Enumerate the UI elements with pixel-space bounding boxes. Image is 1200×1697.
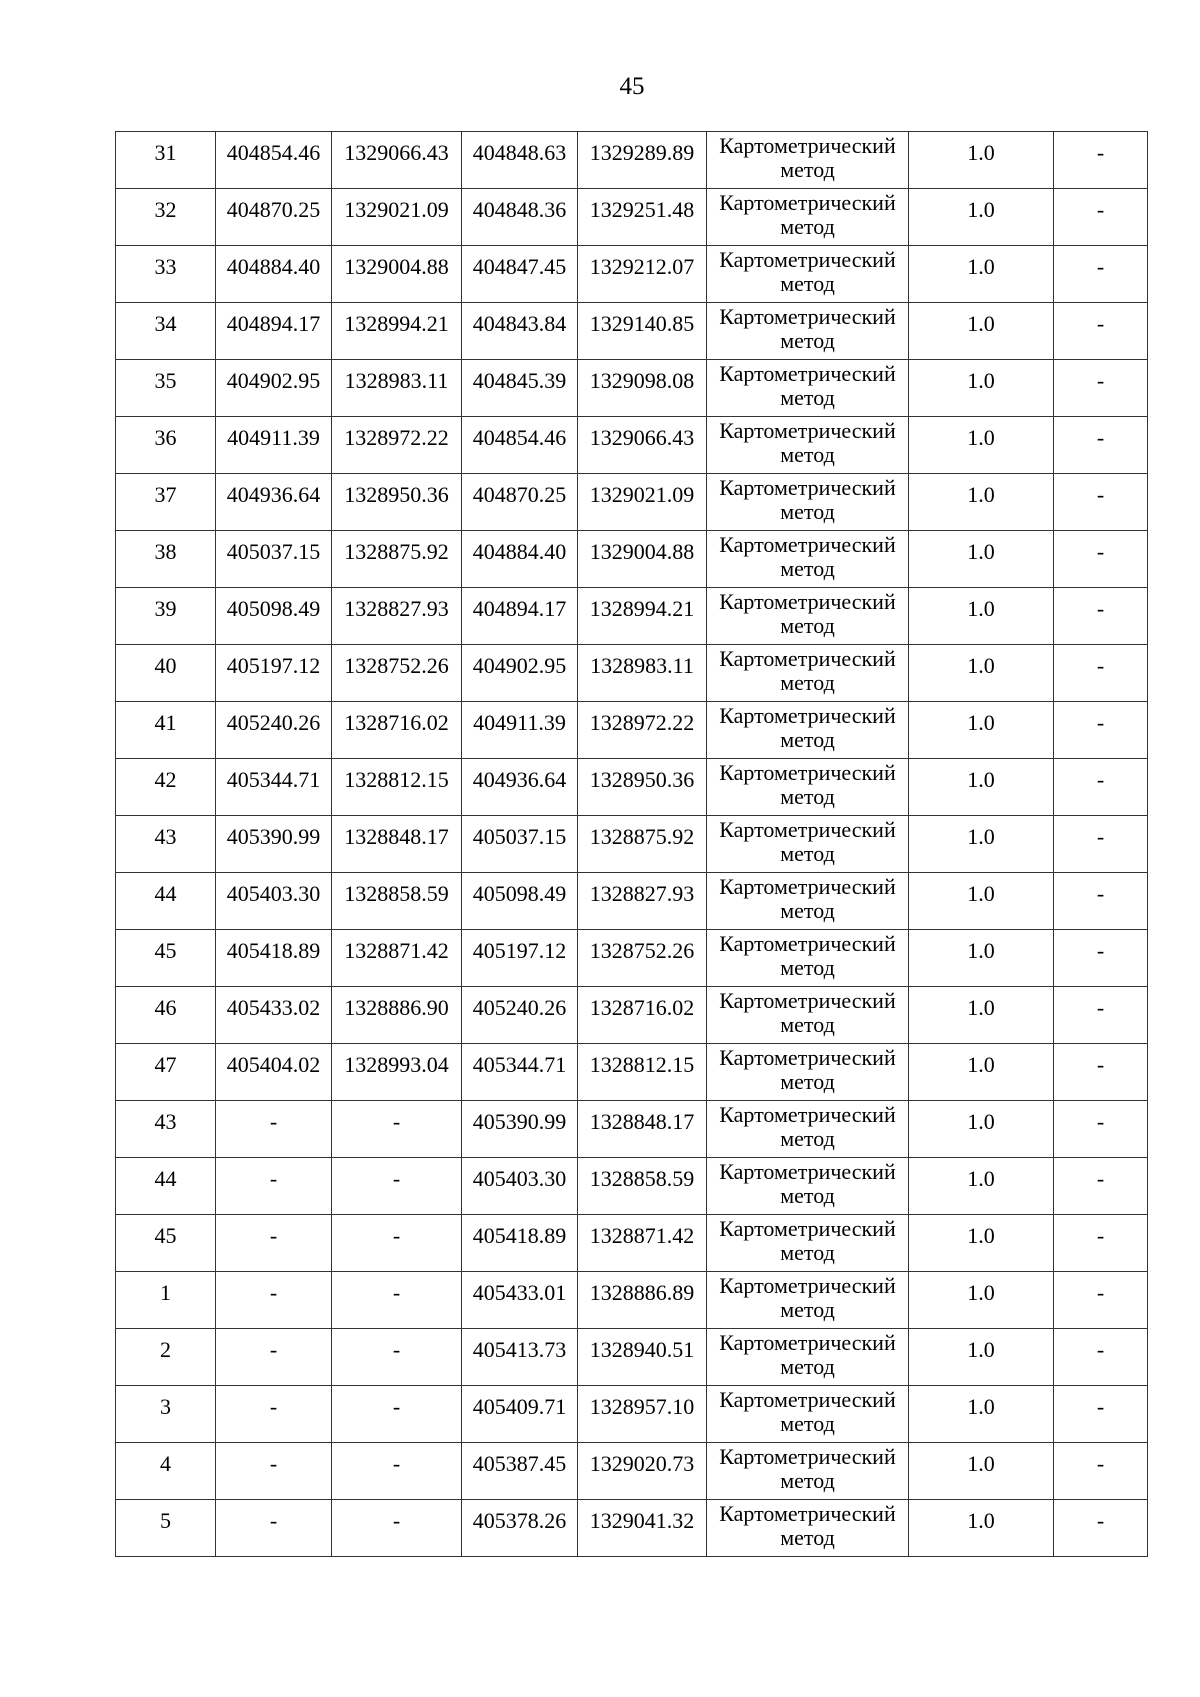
method-cell: [707, 816, 909, 873]
y-new-cell: 1328972.22: [578, 702, 707, 759]
note-cell: -: [1054, 1443, 1148, 1500]
page-number: 45: [619, 73, 645, 100]
method-label: Картометрический: [719, 418, 896, 443]
y-old-cell: -: [332, 1386, 462, 1443]
x-old-cell: 404911.39: [216, 417, 332, 474]
y-new-cell: 1328994.21: [578, 588, 707, 645]
accuracy-cell: 1.0: [909, 360, 1054, 417]
x-old-cell: -: [216, 1386, 332, 1443]
note-cell: -: [1054, 930, 1148, 987]
method-label: метод: [780, 727, 835, 752]
note-cell: -: [1054, 531, 1148, 588]
point-number-cell: 2: [116, 1329, 216, 1386]
x-new-cell: 404884.40: [462, 531, 578, 588]
note-cell: -: [1054, 645, 1148, 702]
table-row: [116, 1272, 1148, 1329]
table-row: [116, 303, 1148, 360]
y-old-cell: -: [332, 1101, 462, 1158]
x-old-cell: 405433.02: [216, 987, 332, 1044]
x-new-cell: 405037.15: [462, 816, 578, 873]
x-old-cell: -: [216, 1329, 332, 1386]
x-new-cell: 405413.73: [462, 1329, 578, 1386]
method-label: Картометрический: [719, 1273, 896, 1298]
x-new-cell: 404894.17: [462, 588, 578, 645]
x-old-cell: 405418.89: [216, 930, 332, 987]
y-old-cell: 1328858.59: [332, 873, 462, 930]
y-new-cell: 1328940.51: [578, 1329, 707, 1386]
method-label: Картометрический: [719, 1387, 896, 1412]
note-cell: -: [1054, 246, 1148, 303]
x-new-cell: 405378.26: [462, 1500, 578, 1557]
table-row: [116, 645, 1148, 702]
table-row: [116, 417, 1148, 474]
accuracy-cell: 1.0: [909, 1329, 1054, 1386]
y-new-cell: 1328957.10: [578, 1386, 707, 1443]
x-old-cell: 404936.64: [216, 474, 332, 531]
x-old-cell: -: [216, 1272, 332, 1329]
accuracy-cell: 1.0: [909, 1386, 1054, 1443]
accuracy-cell: 1.0: [909, 531, 1054, 588]
x-new-cell: 405433.01: [462, 1272, 578, 1329]
note-cell: -: [1054, 1500, 1148, 1557]
y-new-cell: 1328858.59: [578, 1158, 707, 1215]
x-new-cell: 405240.26: [462, 987, 578, 1044]
point-number-cell: 42: [116, 759, 216, 816]
method-cell: [707, 1044, 909, 1101]
note-cell: -: [1054, 987, 1148, 1044]
x-new-cell: 404848.36: [462, 189, 578, 246]
x-new-cell: 405344.71: [462, 1044, 578, 1101]
point-number-cell: 40: [116, 645, 216, 702]
table-row: [116, 702, 1148, 759]
method-label: метод: [780, 1240, 835, 1265]
note-cell: -: [1054, 873, 1148, 930]
method-cell: [707, 531, 909, 588]
note-cell: -: [1054, 1386, 1148, 1443]
method-label: Картометрический: [719, 1216, 896, 1241]
point-number-cell: 31: [116, 132, 216, 189]
method-label: метод: [780, 1012, 835, 1037]
y-new-cell: 1329212.07: [578, 246, 707, 303]
method-label: Картометрический: [719, 1045, 896, 1070]
y-old-cell: 1328950.36: [332, 474, 462, 531]
method-label: метод: [780, 1297, 835, 1322]
note-cell: -: [1054, 702, 1148, 759]
y-old-cell: 1328812.15: [332, 759, 462, 816]
method-cell: [707, 1272, 909, 1329]
method-cell: [707, 873, 909, 930]
accuracy-cell: 1.0: [909, 873, 1054, 930]
method-label: метод: [780, 271, 835, 296]
x-old-cell: 405037.15: [216, 531, 332, 588]
x-old-cell: -: [216, 1101, 332, 1158]
method-label: метод: [780, 613, 835, 638]
method-label: Картометрический: [719, 1102, 896, 1127]
x-old-cell: 405390.99: [216, 816, 332, 873]
table-row: [116, 531, 1148, 588]
y-old-cell: 1328983.11: [332, 360, 462, 417]
method-cell: [707, 246, 909, 303]
method-label: метод: [780, 670, 835, 695]
y-new-cell: 1328848.17: [578, 1101, 707, 1158]
method-cell: [707, 1443, 909, 1500]
point-number-cell: 37: [116, 474, 216, 531]
y-new-cell: 1328875.92: [578, 816, 707, 873]
method-label: метод: [780, 1126, 835, 1151]
method-label: Картометрический: [719, 931, 896, 956]
method-label: Картометрический: [719, 1159, 896, 1184]
table-row: [116, 246, 1148, 303]
y-old-cell: 1329004.88: [332, 246, 462, 303]
accuracy-cell: 1.0: [909, 1443, 1054, 1500]
accuracy-cell: 1.0: [909, 1500, 1054, 1557]
method-label: Картометрический: [719, 1501, 896, 1526]
method-cell: [707, 132, 909, 189]
y-old-cell: 1328827.93: [332, 588, 462, 645]
table-row: [116, 588, 1148, 645]
note-cell: -: [1054, 588, 1148, 645]
y-old-cell: -: [332, 1215, 462, 1272]
x-old-cell: -: [216, 1500, 332, 1557]
y-new-cell: 1329289.89: [578, 132, 707, 189]
y-new-cell: 1328812.15: [578, 1044, 707, 1101]
table-row: [116, 930, 1148, 987]
method-cell: [707, 1158, 909, 1215]
method-label: Картометрический: [719, 475, 896, 500]
table-row: [116, 1500, 1148, 1557]
x-new-cell: 404854.46: [462, 417, 578, 474]
method-cell: [707, 1329, 909, 1386]
method-label: метод: [780, 556, 835, 581]
point-number-cell: 33: [116, 246, 216, 303]
method-label: Картометрический: [719, 874, 896, 899]
y-old-cell: 1328848.17: [332, 816, 462, 873]
point-number-cell: 35: [116, 360, 216, 417]
accuracy-cell: 1.0: [909, 1158, 1054, 1215]
y-old-cell: -: [332, 1158, 462, 1215]
x-old-cell: 405403.30: [216, 873, 332, 930]
y-new-cell: 1328950.36: [578, 759, 707, 816]
note-cell: -: [1054, 303, 1148, 360]
method-label: Картометрический: [719, 760, 896, 785]
x-old-cell: -: [216, 1215, 332, 1272]
accuracy-cell: 1.0: [909, 303, 1054, 360]
method-label: метод: [780, 1183, 835, 1208]
y-new-cell: 1329251.48: [578, 189, 707, 246]
accuracy-cell: 1.0: [909, 930, 1054, 987]
method-label: Картометрический: [719, 988, 896, 1013]
x-new-cell: 405403.30: [462, 1158, 578, 1215]
method-label: Картометрический: [719, 304, 896, 329]
y-old-cell: -: [332, 1443, 462, 1500]
method-cell: [707, 303, 909, 360]
point-number-cell: 5: [116, 1500, 216, 1557]
method-cell: [707, 645, 909, 702]
x-new-cell: 405098.49: [462, 873, 578, 930]
x-new-cell: 404936.64: [462, 759, 578, 816]
x-new-cell: 404845.39: [462, 360, 578, 417]
accuracy-cell: 1.0: [909, 987, 1054, 1044]
method-label: метод: [780, 1411, 835, 1436]
table-row: [116, 873, 1148, 930]
table-row: [116, 1158, 1148, 1215]
point-number-cell: 32: [116, 189, 216, 246]
point-number-cell: 4: [116, 1443, 216, 1500]
accuracy-cell: 1.0: [909, 759, 1054, 816]
note-cell: -: [1054, 1044, 1148, 1101]
y-new-cell: 1328716.02: [578, 987, 707, 1044]
point-number-cell: 45: [116, 930, 216, 987]
method-label: Картометрический: [719, 703, 896, 728]
point-number-cell: 41: [116, 702, 216, 759]
method-label: Картометрический: [719, 133, 896, 158]
method-label: метод: [780, 1354, 835, 1379]
accuracy-cell: 1.0: [909, 132, 1054, 189]
note-cell: -: [1054, 1158, 1148, 1215]
method-cell: [707, 189, 909, 246]
coordinates-table: [115, 131, 1148, 1557]
x-old-cell: 405098.49: [216, 588, 332, 645]
x-new-cell: 404848.63: [462, 132, 578, 189]
note-cell: -: [1054, 1101, 1148, 1158]
y-old-cell: -: [332, 1272, 462, 1329]
method-cell: [707, 1386, 909, 1443]
note-cell: -: [1054, 474, 1148, 531]
point-number-cell: 47: [116, 1044, 216, 1101]
accuracy-cell: 1.0: [909, 417, 1054, 474]
accuracy-cell: 1.0: [909, 189, 1054, 246]
accuracy-cell: 1.0: [909, 1272, 1054, 1329]
y-new-cell: 1329021.09: [578, 474, 707, 531]
method-cell: [707, 474, 909, 531]
note-cell: -: [1054, 360, 1148, 417]
note-cell: -: [1054, 1215, 1148, 1272]
table-row: [116, 474, 1148, 531]
note-cell: -: [1054, 132, 1148, 189]
x-old-cell: -: [216, 1158, 332, 1215]
method-label: Картометрический: [719, 1444, 896, 1469]
method-cell: [707, 1101, 909, 1158]
accuracy-cell: 1.0: [909, 645, 1054, 702]
point-number-cell: 1: [116, 1272, 216, 1329]
y-new-cell: 1328871.42: [578, 1215, 707, 1272]
note-cell: -: [1054, 189, 1148, 246]
x-old-cell: 404894.17: [216, 303, 332, 360]
x-old-cell: 405344.71: [216, 759, 332, 816]
y-old-cell: 1328875.92: [332, 531, 462, 588]
method-label: Картометрический: [719, 817, 896, 842]
x-new-cell: 405197.12: [462, 930, 578, 987]
point-number-cell: 45: [116, 1215, 216, 1272]
x-new-cell: 405390.99: [462, 1101, 578, 1158]
x-old-cell: 404884.40: [216, 246, 332, 303]
accuracy-cell: 1.0: [909, 1101, 1054, 1158]
table-row: [116, 1044, 1148, 1101]
y-old-cell: 1328994.21: [332, 303, 462, 360]
method-cell: [707, 930, 909, 987]
table-row: [116, 189, 1148, 246]
table-row: [116, 1443, 1148, 1500]
y-new-cell: 1329041.32: [578, 1500, 707, 1557]
method-label: Картометрический: [719, 532, 896, 557]
x-old-cell: 405240.26: [216, 702, 332, 759]
point-number-cell: 46: [116, 987, 216, 1044]
point-number-cell: 44: [116, 1158, 216, 1215]
point-number-cell: 3: [116, 1386, 216, 1443]
accuracy-cell: 1.0: [909, 702, 1054, 759]
x-old-cell: 404902.95: [216, 360, 332, 417]
y-new-cell: 1328983.11: [578, 645, 707, 702]
method-label: метод: [780, 1468, 835, 1493]
accuracy-cell: 1.0: [909, 246, 1054, 303]
method-label: метод: [780, 157, 835, 182]
x-new-cell: 404843.84: [462, 303, 578, 360]
y-new-cell: 1329066.43: [578, 417, 707, 474]
x-new-cell: 405409.71: [462, 1386, 578, 1443]
table-row: [116, 360, 1148, 417]
method-label: метод: [780, 214, 835, 239]
method-label: метод: [780, 841, 835, 866]
method-label: Картометрический: [719, 361, 896, 386]
accuracy-cell: 1.0: [909, 816, 1054, 873]
y-new-cell: 1328886.89: [578, 1272, 707, 1329]
method-label: метод: [780, 442, 835, 467]
method-cell: [707, 1215, 909, 1272]
point-number-cell: 39: [116, 588, 216, 645]
method-cell: [707, 702, 909, 759]
method-label: Картометрический: [719, 589, 896, 614]
x-old-cell: -: [216, 1443, 332, 1500]
method-cell: [707, 360, 909, 417]
y-new-cell: 1328752.26: [578, 930, 707, 987]
method-cell: [707, 1500, 909, 1557]
x-new-cell: 405418.89: [462, 1215, 578, 1272]
method-cell: [707, 588, 909, 645]
note-cell: -: [1054, 759, 1148, 816]
y-old-cell: 1329066.43: [332, 132, 462, 189]
y-new-cell: 1329098.08: [578, 360, 707, 417]
table-body: [116, 132, 1148, 1557]
method-label: Картометрический: [719, 247, 896, 272]
method-cell: [707, 987, 909, 1044]
method-cell: [707, 759, 909, 816]
y-new-cell: 1329020.73: [578, 1443, 707, 1500]
method-label: Картометрический: [719, 1330, 896, 1355]
x-new-cell: 404911.39: [462, 702, 578, 759]
y-new-cell: 1328827.93: [578, 873, 707, 930]
x-new-cell: 405387.45: [462, 1443, 578, 1500]
note-cell: -: [1054, 417, 1148, 474]
x-old-cell: 404870.25: [216, 189, 332, 246]
x-old-cell: 405197.12: [216, 645, 332, 702]
y-old-cell: 1328871.42: [332, 930, 462, 987]
table-row: [116, 987, 1148, 1044]
note-cell: -: [1054, 1272, 1148, 1329]
table-row: [116, 1215, 1148, 1272]
method-label: метод: [780, 784, 835, 809]
y-new-cell: 1329004.88: [578, 531, 707, 588]
x-new-cell: 404870.25: [462, 474, 578, 531]
point-number-cell: 43: [116, 1101, 216, 1158]
method-label: метод: [780, 499, 835, 524]
note-cell: -: [1054, 1329, 1148, 1386]
table-row: [116, 816, 1148, 873]
point-number-cell: 36: [116, 417, 216, 474]
accuracy-cell: 1.0: [909, 588, 1054, 645]
point-number-cell: 44: [116, 873, 216, 930]
table-row: [116, 1101, 1148, 1158]
method-cell: [707, 417, 909, 474]
x-old-cell: 405404.02: [216, 1044, 332, 1101]
table-row: [116, 1329, 1148, 1386]
method-label: Картометрический: [719, 646, 896, 671]
method-label: метод: [780, 898, 835, 923]
method-label: метод: [780, 955, 835, 980]
y-old-cell: 1328886.90: [332, 987, 462, 1044]
method-label: метод: [780, 1069, 835, 1094]
point-number-cell: 38: [116, 531, 216, 588]
y-old-cell: 1328972.22: [332, 417, 462, 474]
y-old-cell: 1328993.04: [332, 1044, 462, 1101]
method-label: метод: [780, 385, 835, 410]
table-row: [116, 1386, 1148, 1443]
y-old-cell: 1328752.26: [332, 645, 462, 702]
y-new-cell: 1329140.85: [578, 303, 707, 360]
method-label: метод: [780, 1525, 835, 1550]
accuracy-cell: 1.0: [909, 1215, 1054, 1272]
x-new-cell: 404902.95: [462, 645, 578, 702]
x-old-cell: 404854.46: [216, 132, 332, 189]
method-label: метод: [780, 328, 835, 353]
method-label: Картометрический: [719, 190, 896, 215]
point-number-cell: 43: [116, 816, 216, 873]
y-old-cell: -: [332, 1329, 462, 1386]
note-cell: -: [1054, 816, 1148, 873]
accuracy-cell: 1.0: [909, 1044, 1054, 1101]
x-new-cell: 404847.45: [462, 246, 578, 303]
y-old-cell: -: [332, 1500, 462, 1557]
point-number-cell: 34: [116, 303, 216, 360]
accuracy-cell: 1.0: [909, 474, 1054, 531]
table-row: [116, 759, 1148, 816]
y-old-cell: 1329021.09: [332, 189, 462, 246]
y-old-cell: 1328716.02: [332, 702, 462, 759]
table-row: [116, 132, 1148, 189]
